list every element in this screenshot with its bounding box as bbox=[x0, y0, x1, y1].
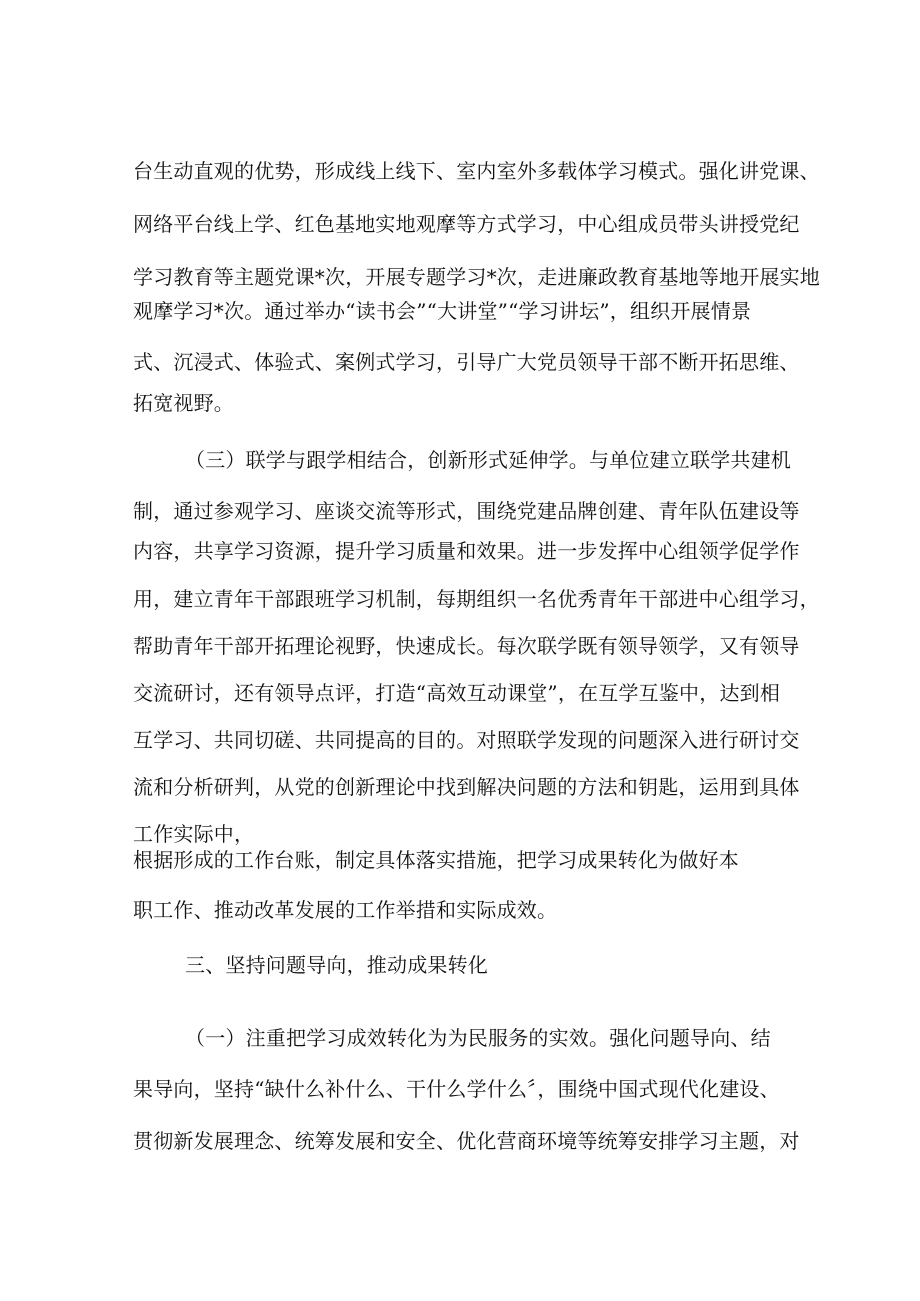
paragraph-3-line-1: （一）注重把学习成效转化为为民服务的实效。强化问题导向、结 bbox=[185, 1026, 771, 1050]
paragraph-2-line-11: 职工作、推动改革发展的工作举措和实际成效。 bbox=[133, 898, 558, 922]
paragraph-1-line-6: 拓宽视野。 bbox=[133, 391, 234, 415]
paragraph-2-line-8: 流和分析研判，从党的创新理论中找到解决问题的方法和钥匙，运用到具体 bbox=[133, 775, 800, 799]
paragraph-2-line-7: 互学习、共同切磋、共同提高的目的。对照联学发现的问题深入进行研讨交 bbox=[133, 728, 800, 752]
paragraph-2-line-9: 工作实际中， bbox=[133, 822, 255, 846]
paragraph-2-line-1: （三）联学与跟学相结合，创新形式延伸学。与单位建立联学共建机 bbox=[185, 448, 791, 472]
paragraph-2-line-2: 制，通过参观学习、座谈交流等形式，围绕党建品牌创建、青年队伍建设等 bbox=[133, 499, 800, 523]
paragraph-1-line-2: 网络平台线上学、红色基地实地观摩等方式学习，中心组成员带头讲授党纪 bbox=[133, 212, 800, 236]
section-heading: 三、坚持问题导向，推动成果转化 bbox=[185, 953, 488, 977]
paragraph-1-line-3: 学习教育等主题党课*次，开展专题学习*次，走进廉政教育基地等地开展实地 bbox=[133, 265, 820, 289]
paragraph-1-line-5: 式、沉浸式、体验式、案例式学习，引导广大党员领导干部不断开拓思维、 bbox=[133, 350, 800, 374]
paragraph-3-line-2: 果导向，坚持“缺什么补什么、干什么学什么〞，围绕中国式现代化建设、 bbox=[133, 1077, 780, 1101]
paragraph-2-line-6: 交流研讨，还有领导点评，打造“高效互动课堂”，在互学互鉴中，达到相 bbox=[133, 681, 781, 705]
paragraph-1-line-1: 台生动直观的优势，形成线上线下、室内室外多载体学习模式。强化讲党课、 bbox=[133, 159, 820, 183]
paragraph-2-line-5: 帮助青年干部开拓理论视野，快速成长。每次联学既有领导领学，又有领导 bbox=[133, 634, 800, 658]
paragraph-2-line-4: 用，建立青年干部跟班学习机制，每期组织一名优秀青年干部进中心组学习， bbox=[133, 587, 820, 611]
paragraph-3-line-3: 贯彻新发展理念、统筹发展和安全、优化营商环境等统筹安排学习主题，对 bbox=[133, 1129, 800, 1153]
paragraph-2-line-3: 内容，共享学习资源，提升学习质量和效果。进一步发挥中心组领学促学作 bbox=[133, 539, 800, 563]
paragraph-1-line-4: 观摩学习*次。通过举办“读书会”“大讲堂”“学习讲坛”，组织开展情景 bbox=[133, 299, 752, 323]
paragraph-2-line-10: 根据形成的工作台账，制定具体落实措施，把学习成果转化为做好本 bbox=[133, 848, 739, 872]
